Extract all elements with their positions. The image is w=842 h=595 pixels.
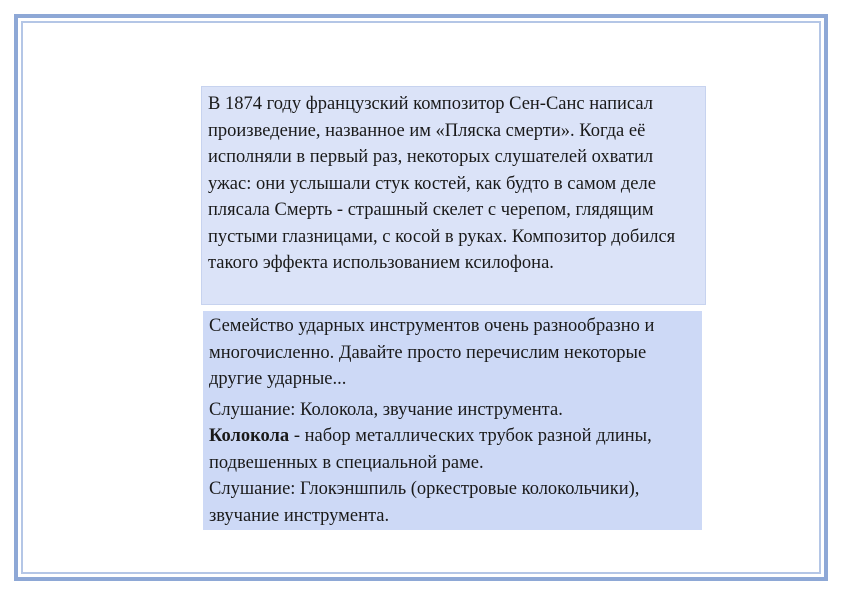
detail-text-box	[203, 311, 702, 530]
intro-text-box	[201, 86, 706, 305]
intro-paragraph: В 1874 году французский композитор Сен-Санс написал произведение, названное им «Пляска смерти». Когда её исполняли в первый раз, некоторых слушателей охватил ужас: они услышали стук костей, как будто в самом деле плясала Смерть - страшный скелет с черепом, глядящим пустыми глазницами, с косой в руках. Композитор добился такого эффекта использованием ксилофона.	[208, 94, 676, 273]
bells-paragraph	[209, 397, 696, 530]
percussion-family-paragraph: Семейство ударных инструментов очень разнообразно и многочисленно. Давайте просто перечислим некоторые другие ударные...	[209, 316, 655, 389]
listening-glockenspiel-line: Слушание: Глокэншпиль (оркестровые колокольчики), звучание инструмента.	[209, 479, 640, 526]
listening-bells-line: Слушание: Колокола, звучание инструмента.	[209, 399, 563, 420]
bells-definition: - набор металлических трубок разной длины, подвешенных в специальной раме.	[209, 426, 652, 473]
bells-term: Колокола	[209, 426, 290, 446]
